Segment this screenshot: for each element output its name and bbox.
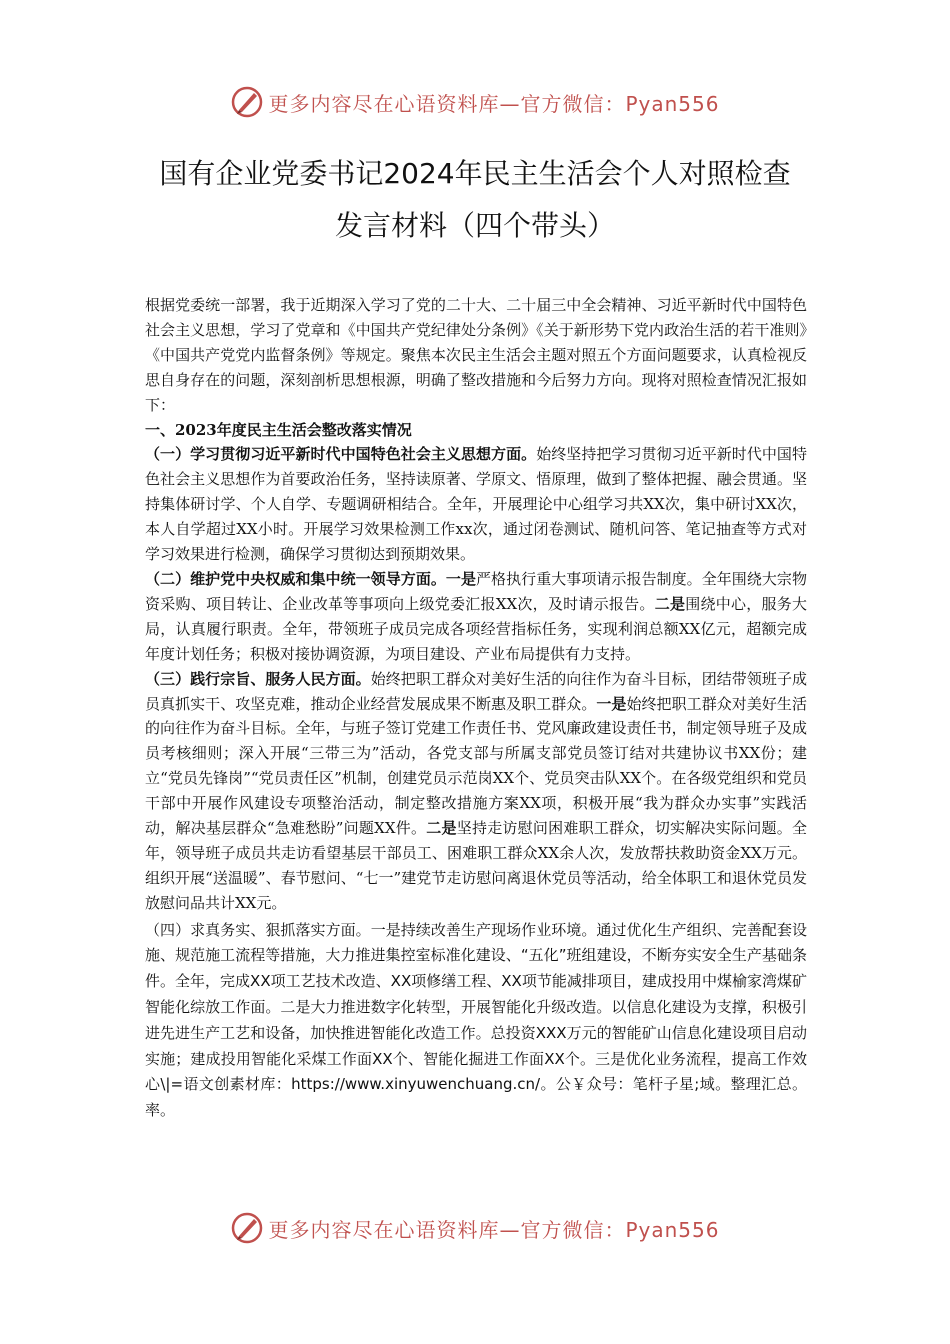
lead-first: 一是 [445,569,477,588]
service-text-3: 坚持走访慰问困难职工群众，切实解决实际问题。全年，领导班子成员共走访看望基层干部员工、困难职工群众XX余人次，发放帮扶救助资金XX万元。组织开展“送温暖”、春节慰问、“七一”建党节走访慰问离退休党员等活动，给全体职工和退休党员发放慰问品共计XX元。 [145,819,807,912]
document-body [145,293,807,1124]
intro-paragraph: 根据党委统一部署，我于近期深入学习了党的二十大、二十届三中全会精神、习近平新时代中国特色社会主义思想，学习了党章和《中国共产党纪律处分条例》《关于新形势下党内政治生活的若干准则》《中国共产党党内监督条例》等规定。聚焦本次民主生活会主题对照五个方面问题要求，认真检视反思自身存在的问题，深刻剖析思想根源，明确了整改措施和今后努力方向。现将对照检查情况汇报如下： [145,296,807,414]
authority-text-1: 严格执行重大事项请示报告制度。全年围绕大宗物资采购、项目转让、企业改革等事项向上级党委汇报XX次，及时请示报告。 [145,569,807,613]
pen-logo-icon [230,1211,264,1245]
paragraph-study [145,442,807,567]
header-banner [0,82,950,122]
service-text-1: 始终把职工群众对美好生活的向往作为奋斗目标，团结带领班子成员真抓实干、攻坚克难，推动企业经营发展成果不断惠及职工群众。 [145,669,807,713]
study-text: 始终坚持把学习贯彻习近平新时代中国特色社会主义思想作为首要政治任务，坚持读原著、学原文、悟原理，做到了整体把握、融会贯通。坚持集体研讨学、个人自学、专题调研相结合。全年，开展理论中心组学习共XX次，集中研讨XX次，本人自学超过XX小时。开展学习效果检测工作xx次，通过闭卷测试、随机问答、笔记抽查等方式对学习效果进行检测，确保学习贯彻达到预期效果。 [145,445,807,564]
title-line-2: 发言材料（四个带头） [334,209,615,242]
lead-second: 二是 [654,594,686,613]
section-heading-1: 一、2023年度民主生活会整改落实情况 [145,420,412,439]
banner-text: 更多内容尽在心语资料库—官方微信：Pyan556 [268,91,720,116]
banner-text: 更多内容尽在心语资料库—官方微信：Pyan556 [268,1217,720,1242]
footer-banner [0,1208,950,1248]
lead-second: 二是 [426,819,457,838]
lead-first: 一是 [596,694,627,713]
paragraph-authority [145,567,807,667]
title-line-1: 国有企业党委书记2024年民主生活会个人对照检查 [159,157,791,190]
subheading-authority: （二）维护党中央权威和集中统一领导方面。 [145,569,446,588]
paragraph-service [145,667,807,916]
subheading-service: （三）践行宗旨、服务人民方面。 [145,669,371,688]
service-text-2: 始终把职工群众对美好生活的向往作为奋斗目标。全年，与班子签订党建工作责任书、党风廉政建设责任书，制定领导班子及成员考核细则；深入开展“三带三为”活动，各党支部与所属支部党员签订结对共建协议书XX份；建立“党员先锋岗”“党员责任区”机制，创建党员示范岗XX个、党员突击队XX个。在各级党组织和党员干部中开展作风建设专项整治活动，制定整改措施方案XX项，积极开展“我为群众办实事”实践活动，解决基层群众“急难愁盼”问题XX件。 [145,694,807,838]
document-title [60,148,890,252]
pen-logo-icon [230,85,264,119]
paragraph-implementation: （四）求真务实、狠抓落实方面。一是持续改善生产现场作业环境。通过优化生产组织、完善配套设施、规范施工流程等措施，大力推进集控室标准化建设、“五化”班组建设，不断夯实安全生产基础条件。全年，完成XX项工艺技术改造、XX项修缮工程、XX项节能减排项目，建成投用中煤榆家湾煤矿智能化综放工作面。二是大力推进数字化转型，开展智能化升级改造。以信息化建设为支撑，积极引进先进生产工艺和设备，加快推进智能化改造工作。总投资XXX万元的智能矿山信息化建设项目启动实施；建成投用智能化采煤工作面XX个、智能化掘进工作面XX个。三是优化业务流程，提高工作效心\|=语文创素材库：https://www.xinyuwenchuang.cn/。公￥众号：笔杆子星;域。整理汇总。率。 [145,920,807,1120]
subheading-study: （一）学习贯彻习近平新时代中国特色社会主义思想方面。 [145,445,537,464]
authority-text-2: 围绕中心，服务大局，认真履行职责。全年，带领班子成员完成各项经营指标任务，实现利润总额XX亿元，超额完成年度计划任务；积极对接协调资源，为项目建设、产业布局提供有力支持。 [145,594,807,663]
